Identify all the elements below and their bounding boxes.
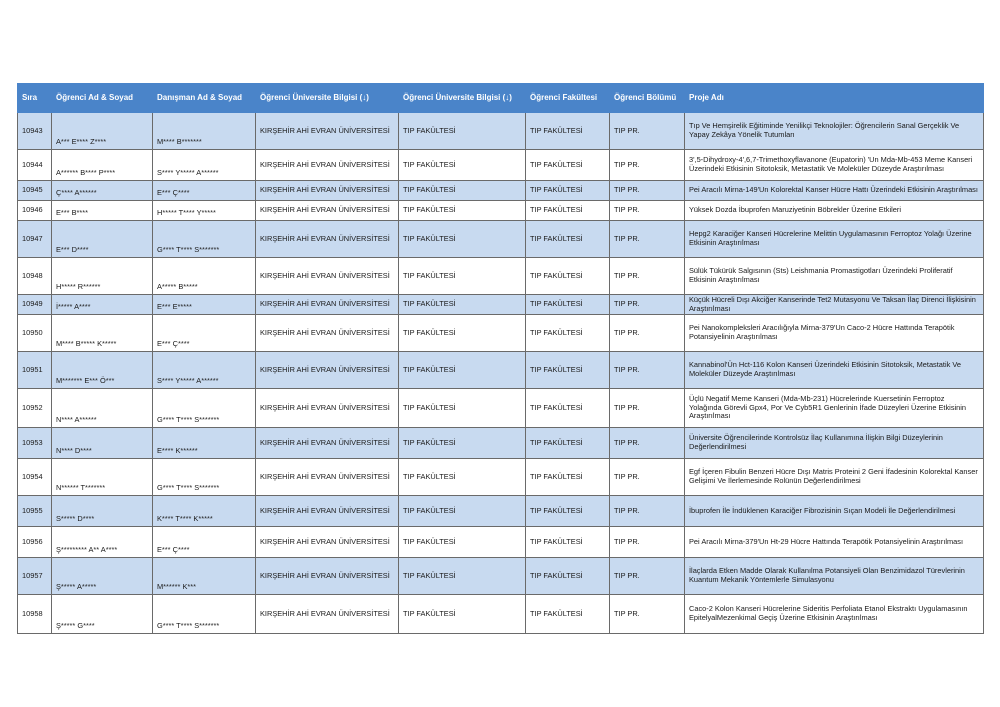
header-project: Proje Adı: [685, 84, 984, 113]
department-cell: TIP PR.: [610, 315, 685, 352]
university-cell: KIRŞEHİR AHİ EVRAN ÜNİVERSİTESİ: [256, 459, 399, 496]
university-2-cell: TIP FAKÜLTESİ: [399, 496, 526, 527]
faculty-cell: TIP FAKÜLTESİ: [526, 352, 610, 389]
advisor-name: M****** K***: [153, 558, 256, 595]
department-cell: TIP PR.: [610, 389, 685, 428]
student-name: S***** D****: [52, 496, 153, 527]
department-cell: TIP PR.: [610, 527, 685, 558]
header-sira: Sıra: [18, 84, 52, 113]
faculty-cell: TIP FAKÜLTESİ: [526, 295, 610, 315]
university-cell: KIRŞEHİR AHİ EVRAN ÜNİVERSİTESİ: [256, 389, 399, 428]
university-2-cell: TIP FAKÜLTESİ: [399, 150, 526, 181]
faculty-cell: TIP FAKÜLTESİ: [526, 428, 610, 459]
university-2-cell: TIP FAKÜLTESİ: [399, 258, 526, 295]
table-row: [18, 181, 984, 201]
project-title: İbuprofen İle İndüklenen Karaciğer Fibrozisinin Sıçan Modeli İle Değerlendirilmesi: [685, 496, 984, 527]
project-title: Küçük Hücreli Dışı Akciğer Kanserinde Tet2 Mutasyonu Ve Taksan İlaç Direnci İlişkisinin Araştırılması: [685, 295, 984, 315]
project-title: Üniversite Öğrencilerinde Kontrolsüz İlaç Kullanımına İlişkin Bilgi Düzeylerinin Değerlendirilmesi: [685, 428, 984, 459]
student-name: E*** D****: [52, 221, 153, 258]
student-name: Ş***** G****: [52, 595, 153, 634]
faculty-cell: TIP FAKÜLTESİ: [526, 201, 610, 221]
department-cell: TIP PR.: [610, 428, 685, 459]
university-2-cell: TIP FAKÜLTESİ: [399, 201, 526, 221]
university-cell: KIRŞEHİR AHİ EVRAN ÜNİVERSİTESİ: [256, 595, 399, 634]
row-number: 10957: [18, 558, 52, 595]
row-number: 10954: [18, 459, 52, 496]
project-title: Hepg2 Karaciğer Kanseri Hücrelerine Melittin Uygulamasının Ferroptoz Yolağı Üzerine Etkisinin Araştırılması: [685, 221, 984, 258]
department-cell: TIP PR.: [610, 595, 685, 634]
table-row: [18, 113, 984, 150]
project-title: Egf İçeren Fibulin Benzeri Hücre Dışı Matris Proteini 2 Geni İfadesinin Kolorektal Kanser Gelişimi Ve İlerlemesinde Rolünün Değerlendirilmesi: [685, 459, 984, 496]
table-row: [18, 527, 984, 558]
project-title: İlaçlarda Etken Madde Olarak Kullanılma Potansiyeli Olan Benzimidazol Türevlerinin Kuantum Mekanik Yöntemlerle Simulasyonu: [685, 558, 984, 595]
project-table: [17, 83, 984, 634]
project-title: Caco-2 Kolon Kanseri Hücrelerine Sideritis Perfoliata Etanol Ekstraktı Uygulamasının EpitelyalMezenkimal Geçiş Üzerine Etkisinin Araştırılması: [685, 595, 984, 634]
project-title: Yüksek Dozda İbuprofen Maruziyetinin Böbrekler Üzerine Etkileri: [685, 201, 984, 221]
row-number: 10953: [18, 428, 52, 459]
student-name: A****** B**** P****: [52, 150, 153, 181]
university-cell: KIRŞEHİR AHİ EVRAN ÜNİVERSİTESİ: [256, 295, 399, 315]
project-title: Pei Aracılı Mirna-149'Un Kolorektal Kanser Hücre Hattı Üzerindeki Etkisinin Araştırılması: [685, 181, 984, 201]
table-row: [18, 258, 984, 295]
header-university-2: Öğrenci Üniversite Bilgisi (↓): [399, 84, 526, 113]
faculty-cell: TIP FAKÜLTESİ: [526, 181, 610, 201]
department-cell: TIP PR.: [610, 201, 685, 221]
row-number: 10952: [18, 389, 52, 428]
advisor-name: E*** E*****: [153, 295, 256, 315]
table-row: [18, 558, 984, 595]
advisor-name: M**** B*******: [153, 113, 256, 150]
faculty-cell: TIP FAKÜLTESİ: [526, 221, 610, 258]
header-university: Öğrenci Üniversite Bilgisi (↓): [256, 84, 399, 113]
student-name: A*** E**** Z****: [52, 113, 153, 150]
faculty-cell: TIP FAKÜLTESİ: [526, 389, 610, 428]
advisor-name: E*** Ç****: [153, 527, 256, 558]
university-2-cell: TIP FAKÜLTESİ: [399, 459, 526, 496]
university-2-cell: TIP FAKÜLTESİ: [399, 558, 526, 595]
department-cell: TIP PR.: [610, 258, 685, 295]
university-cell: KIRŞEHİR AHİ EVRAN ÜNİVERSİTESİ: [256, 258, 399, 295]
row-number: 10943: [18, 113, 52, 150]
project-title: Pei Aracılı Mirna-379'Un Ht-29 Hücre Hattında Terapötik Potansiyelinin Araştırılması: [685, 527, 984, 558]
student-name: N****** T*******: [52, 459, 153, 496]
row-number: 10946: [18, 201, 52, 221]
university-2-cell: TIP FAKÜLTESİ: [399, 428, 526, 459]
university-cell: KIRŞEHİR AHİ EVRAN ÜNİVERSİTESİ: [256, 315, 399, 352]
faculty-cell: TIP FAKÜLTESİ: [526, 113, 610, 150]
table-row: [18, 315, 984, 352]
university-2-cell: TIP FAKÜLTESİ: [399, 315, 526, 352]
table-row: [18, 201, 984, 221]
row-number: 10945: [18, 181, 52, 201]
table-header-row: [18, 84, 984, 113]
university-cell: KIRŞEHİR AHİ EVRAN ÜNİVERSİTESİ: [256, 113, 399, 150]
advisor-name: G**** T**** S*******: [153, 459, 256, 496]
table-row: [18, 496, 984, 527]
university-cell: KIRŞEHİR AHİ EVRAN ÜNİVERSİTESİ: [256, 201, 399, 221]
project-title: Pei Nanokompleksleri Aracılığıyla Mirna-379'Un Caco-2 Hücre Hattında Terapötik Potansiyelinin Araştırılması: [685, 315, 984, 352]
department-cell: TIP PR.: [610, 150, 685, 181]
faculty-cell: TIP FAKÜLTESİ: [526, 558, 610, 595]
advisor-name: E*** Ç****: [153, 315, 256, 352]
project-title: Tıp Ve Hemşirelik Eğitiminde Yenilikçi Teknolojiler: Öğrencilerin Sanal Gerçeklik Ve Yapay Zekâya Yönelik Tutumları: [685, 113, 984, 150]
university-cell: KIRŞEHİR AHİ EVRAN ÜNİVERSİTESİ: [256, 150, 399, 181]
project-title: 3',5-Dihydroxy-4',6,7-Trimethoxyflavanone (Eupatorin) 'Un Mda-Mb-453 Meme Kanseri Üzerindeki Etkisinin Sitotoksik, Metastatik Ve Moleküler Düzeyde Araştırılması: [685, 150, 984, 181]
advisor-name: E*** Ç****: [153, 181, 256, 201]
table-row: [18, 295, 984, 315]
student-name: H***** R******: [52, 258, 153, 295]
project-title: Sülük Tükürük Salgısının (Sts) Leishmania Promastigotları Üzerindeki Proliferatif Etkisinin Araştırılması: [685, 258, 984, 295]
faculty-cell: TIP FAKÜLTESİ: [526, 496, 610, 527]
student-name: Ş***** A*****: [52, 558, 153, 595]
advisor-name: A***** B*****: [153, 258, 256, 295]
department-cell: TIP PR.: [610, 496, 685, 527]
university-cell: KIRŞEHİR AHİ EVRAN ÜNİVERSİTESİ: [256, 428, 399, 459]
university-2-cell: TIP FAKÜLTESİ: [399, 389, 526, 428]
university-2-cell: TIP FAKÜLTESİ: [399, 527, 526, 558]
department-cell: TIP PR.: [610, 558, 685, 595]
row-number: 10958: [18, 595, 52, 634]
header-department: Öğrenci Bölümü: [610, 84, 685, 113]
advisor-name: G**** T**** S*******: [153, 595, 256, 634]
faculty-cell: TIP FAKÜLTESİ: [526, 527, 610, 558]
row-number: 10944: [18, 150, 52, 181]
faculty-cell: TIP FAKÜLTESİ: [526, 258, 610, 295]
table-row: [18, 221, 984, 258]
table-row: [18, 389, 984, 428]
row-number: 10949: [18, 295, 52, 315]
row-number: 10951: [18, 352, 52, 389]
advisor-name: E**** K******: [153, 428, 256, 459]
student-name: Ç**** A******: [52, 181, 153, 201]
table-row: [18, 352, 984, 389]
advisor-name: S**** Y***** A******: [153, 150, 256, 181]
header-advisor-name: Danışman Ad & Soyad: [153, 84, 256, 113]
department-cell: TIP PR.: [610, 459, 685, 496]
student-name: E*** B****: [52, 201, 153, 221]
department-cell: TIP PR.: [610, 295, 685, 315]
advisor-name: G**** T**** S*******: [153, 221, 256, 258]
university-2-cell: TIP FAKÜLTESİ: [399, 113, 526, 150]
header-student-name: Öğrenci Ad & Soyad: [52, 84, 153, 113]
university-cell: KIRŞEHİR AHİ EVRAN ÜNİVERSİTESİ: [256, 558, 399, 595]
university-2-cell: TIP FAKÜLTESİ: [399, 295, 526, 315]
university-2-cell: TIP FAKÜLTESİ: [399, 595, 526, 634]
project-title: Kannabinol'Ün Hct-116 Kolon Kanseri Üzerindeki Etkisinin Sitotoksik, Metastatik Ve Moleküler Düzeyde Araştırılması: [685, 352, 984, 389]
faculty-cell: TIP FAKÜLTESİ: [526, 315, 610, 352]
row-number: 10947: [18, 221, 52, 258]
university-cell: KIRŞEHİR AHİ EVRAN ÜNİVERSİTESİ: [256, 181, 399, 201]
table-row: [18, 150, 984, 181]
advisor-name: K**** T**** K*****: [153, 496, 256, 527]
student-name: M**** B***** K*****: [52, 315, 153, 352]
row-number: 10955: [18, 496, 52, 527]
university-2-cell: TIP FAKÜLTESİ: [399, 181, 526, 201]
faculty-cell: TIP FAKÜLTESİ: [526, 150, 610, 181]
advisor-name: H***** T**** Y*****: [153, 201, 256, 221]
student-name: M******* E*** Ö***: [52, 352, 153, 389]
student-name: N**** D****: [52, 428, 153, 459]
student-name: N**** A******: [52, 389, 153, 428]
project-title: Üçlü Negatif Meme Kanseri (Mda-Mb-231) Hücrelerinde Kuersetinin Ferroptoz Yolağında Görevli Gpx4, Por Ve Cyb5R1 Genlerinin İfade Düzeyleri Üzerine Etkisinin Araştırılması: [685, 389, 984, 428]
department-cell: TIP PR.: [610, 181, 685, 201]
student-name: İ***** A****: [52, 295, 153, 315]
university-cell: KIRŞEHİR AHİ EVRAN ÜNİVERSİTESİ: [256, 221, 399, 258]
student-name: Ş********* A** A****: [52, 527, 153, 558]
row-number: 10950: [18, 315, 52, 352]
department-cell: TIP PR.: [610, 221, 685, 258]
department-cell: TIP PR.: [610, 352, 685, 389]
row-number: 10956: [18, 527, 52, 558]
table-row: [18, 428, 984, 459]
row-number: 10948: [18, 258, 52, 295]
department-cell: TIP PR.: [610, 113, 685, 150]
advisor-name: G**** T**** S*******: [153, 389, 256, 428]
advisor-name: S**** Y***** A******: [153, 352, 256, 389]
university-2-cell: TIP FAKÜLTESİ: [399, 221, 526, 258]
university-2-cell: TIP FAKÜLTESİ: [399, 352, 526, 389]
table-row: [18, 595, 984, 634]
faculty-cell: TIP FAKÜLTESİ: [526, 595, 610, 634]
university-cell: KIRŞEHİR AHİ EVRAN ÜNİVERSİTESİ: [256, 496, 399, 527]
faculty-cell: TIP FAKÜLTESİ: [526, 459, 610, 496]
university-cell: KIRŞEHİR AHİ EVRAN ÜNİVERSİTESİ: [256, 352, 399, 389]
table-row: [18, 459, 984, 496]
university-cell: KIRŞEHİR AHİ EVRAN ÜNİVERSİTESİ: [256, 527, 399, 558]
header-faculty: Öğrenci Fakültesi: [526, 84, 610, 113]
